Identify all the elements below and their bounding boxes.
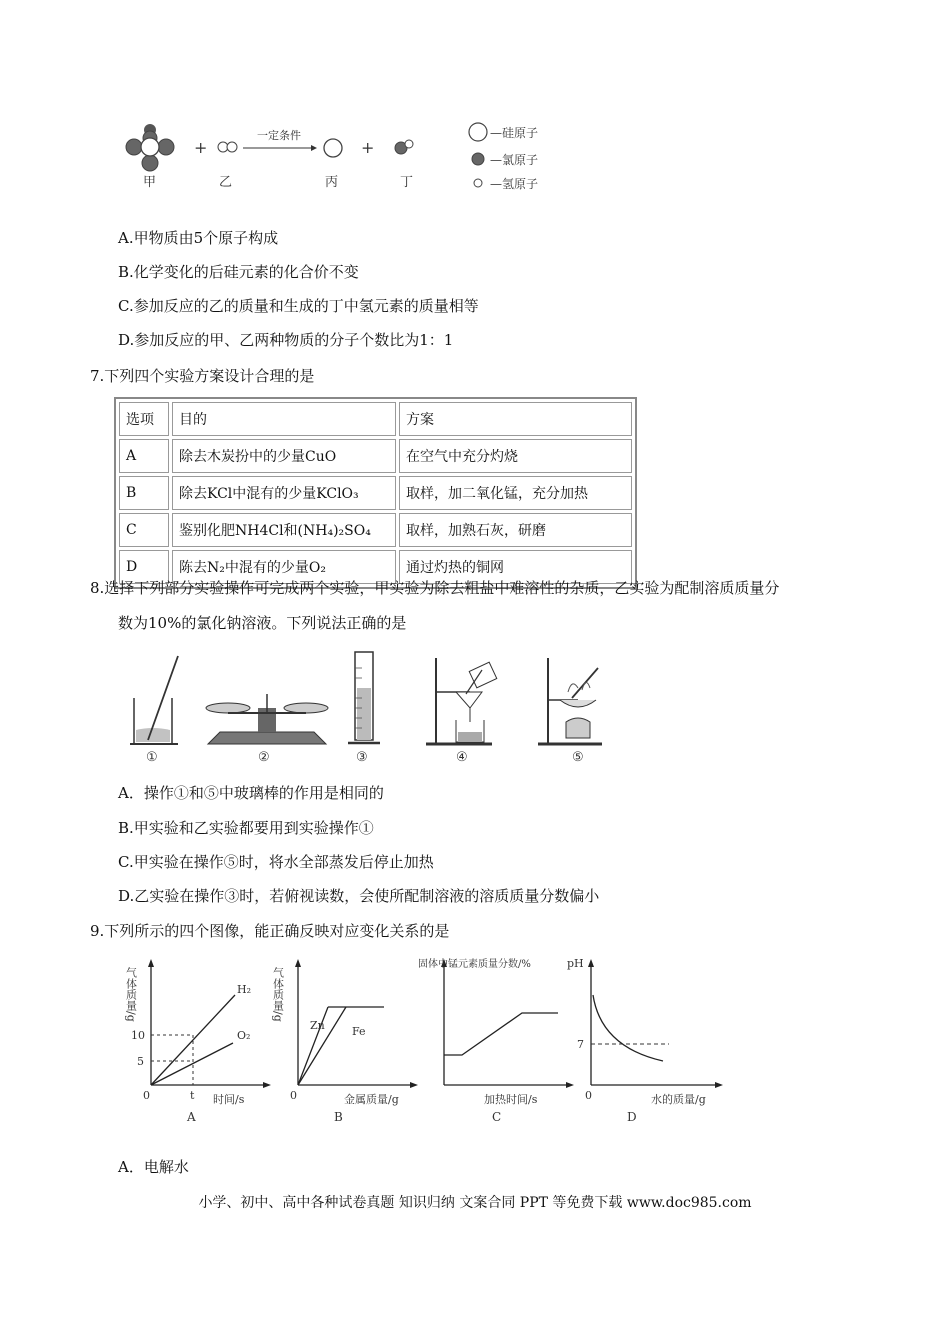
svg-text:+: + <box>194 138 208 157</box>
table-header: 目的 <box>172 402 396 436</box>
graph-text: Fe <box>352 1025 366 1038</box>
q6-option-b: B.化学变化的后硅元素的化合价不变 <box>118 263 359 281</box>
graph-text: 气体质量/g <box>272 967 285 1022</box>
graduated-cylinder <box>348 652 380 743</box>
graph-text: 0 <box>143 1089 150 1102</box>
graph-text: B <box>334 1110 343 1124</box>
graph-d <box>565 955 735 1130</box>
operation-label: ③ <box>356 750 368 765</box>
table-cell: 除去KCl中混有的少量KClO₃ <box>172 476 396 510</box>
table-row <box>119 476 632 510</box>
q6-option-a: A.甲物质由5个原子构成 <box>118 229 279 247</box>
operation-label: ② <box>258 750 270 765</box>
graph-a <box>125 955 275 1130</box>
molecule-label: 乙 <box>219 175 233 190</box>
evaporation-setup <box>538 658 602 744</box>
q8-option-c: C.甲实验在操作⑤时，将水全部蒸发后停止加热 <box>118 853 434 871</box>
molecule-jia <box>126 124 174 171</box>
table-cell: 取样，加二氧化锰，充分加热 <box>399 476 632 510</box>
q8-stem-1: 8.选择下列部分实验操作可完成两个实验，甲实验为除去粗盐中难溶性的杂质，乙实验为配制溶质质量分 <box>90 579 780 597</box>
table-cell: C <box>119 513 169 547</box>
graph-text: C <box>492 1110 502 1124</box>
lab-operations-figure <box>120 648 620 766</box>
graph-text: 0 <box>290 1089 297 1102</box>
molecule-bing <box>324 139 342 157</box>
molecule-label: 丁 <box>400 175 414 190</box>
q8-stem-2: 数为10%的氯化钠溶液。下列说法正确的是 <box>118 614 407 632</box>
svg-text:+: + <box>361 138 375 157</box>
molecule-ding <box>395 140 413 154</box>
table-header-row <box>119 402 632 436</box>
molecule-yi <box>218 142 237 152</box>
graph-text: 0 <box>585 1089 592 1102</box>
table-cell: 鉴别化肥NH4Cl和(NH₄)₂SO₄ <box>172 513 396 547</box>
graph-text: 加热时间/s <box>484 1093 538 1106</box>
table-row <box>119 439 632 473</box>
graph-text: 时间/s <box>213 1093 245 1106</box>
legend-label: —硅原子 <box>490 126 539 140</box>
q6-option-d: D.参加反应的甲、乙两种物质的分子个数比为1：1 <box>118 331 454 349</box>
filtration-setup <box>426 658 497 744</box>
operation-label: ① <box>146 750 158 765</box>
operation-label: ④ <box>456 750 468 765</box>
beaker-stir <box>130 656 178 744</box>
legend-label: —氢原子 <box>490 177 539 191</box>
table-header: 方案 <box>399 402 632 436</box>
table-header: 选项 <box>119 402 169 436</box>
graph-text: 7 <box>577 1038 584 1051</box>
table-cell: A <box>119 439 169 473</box>
q7-stem: 7.下列四个实验方案设计合理的是 <box>90 367 315 385</box>
reaction-diagram <box>115 112 575 197</box>
balance <box>206 694 328 744</box>
q7-table <box>114 397 637 589</box>
table-cell: 取样，加熟石灰，研磨 <box>399 513 632 547</box>
q8-option-a: A．操作①和⑤中玻璃棒的作用是相同的 <box>118 784 384 802</box>
graph-text: 气体质量/g <box>125 967 138 1022</box>
graph-text: A <box>187 1110 196 1124</box>
q9-answer-a: A．电解水 <box>118 1158 189 1176</box>
graph-text: t <box>190 1089 195 1102</box>
graph-c <box>418 955 578 1130</box>
graph-text: Zn <box>310 1019 325 1032</box>
graph-text: 10 <box>131 1029 145 1042</box>
legend-label: —氯原子 <box>490 153 539 167</box>
graph-text: H₂ <box>237 983 252 996</box>
graph-text: 5 <box>137 1055 144 1068</box>
molecule-label: 甲 <box>143 175 157 190</box>
table-cell: 除去木炭扮中的少量CuO <box>172 439 396 473</box>
table-cell: 在空气中充分灼烧 <box>399 439 632 473</box>
graph-text: 固体中锰元素质量分数/% <box>418 959 531 970</box>
operation-label: ⑤ <box>572 750 584 765</box>
q6-option-c: C.参加反应的乙的质量和生成的丁中氢元素的质量相等 <box>118 297 479 315</box>
page-footer: 小学、初中、高中各种试卷真题 知识归纳 文案合同 PPT 等免费下载 www.doc985.com <box>198 1195 752 1211</box>
graph-text: O₂ <box>237 1029 251 1042</box>
svg-text:一定条件: 一定条件 <box>257 129 301 142</box>
table-row <box>119 513 632 547</box>
q8-option-d: D.乙实验在操作③时，若俯视读数，会使所配制溶液的溶质质量分数偏小 <box>118 887 600 905</box>
table-cell: D <box>119 550 169 584</box>
q9-stem: 9.下列所示的四个图像，能正确反映对应变化关系的是 <box>90 922 450 940</box>
table-cell: B <box>119 476 169 510</box>
graph-text: 水的质量/g <box>651 1093 706 1106</box>
table-cell: 陈去N₂中混有的少量O₂ <box>172 550 396 584</box>
molecule-label: 丙 <box>325 175 339 190</box>
graph-b <box>272 955 422 1130</box>
table-cell: 通过灼热的铜网 <box>399 550 632 584</box>
graph-text: D <box>627 1110 637 1124</box>
q8-option-b: B.甲实验和乙实验都要用到实验操作① <box>118 819 374 837</box>
graph-text: 金属质量/g <box>344 1093 399 1106</box>
graph-text: pH <box>567 957 584 970</box>
